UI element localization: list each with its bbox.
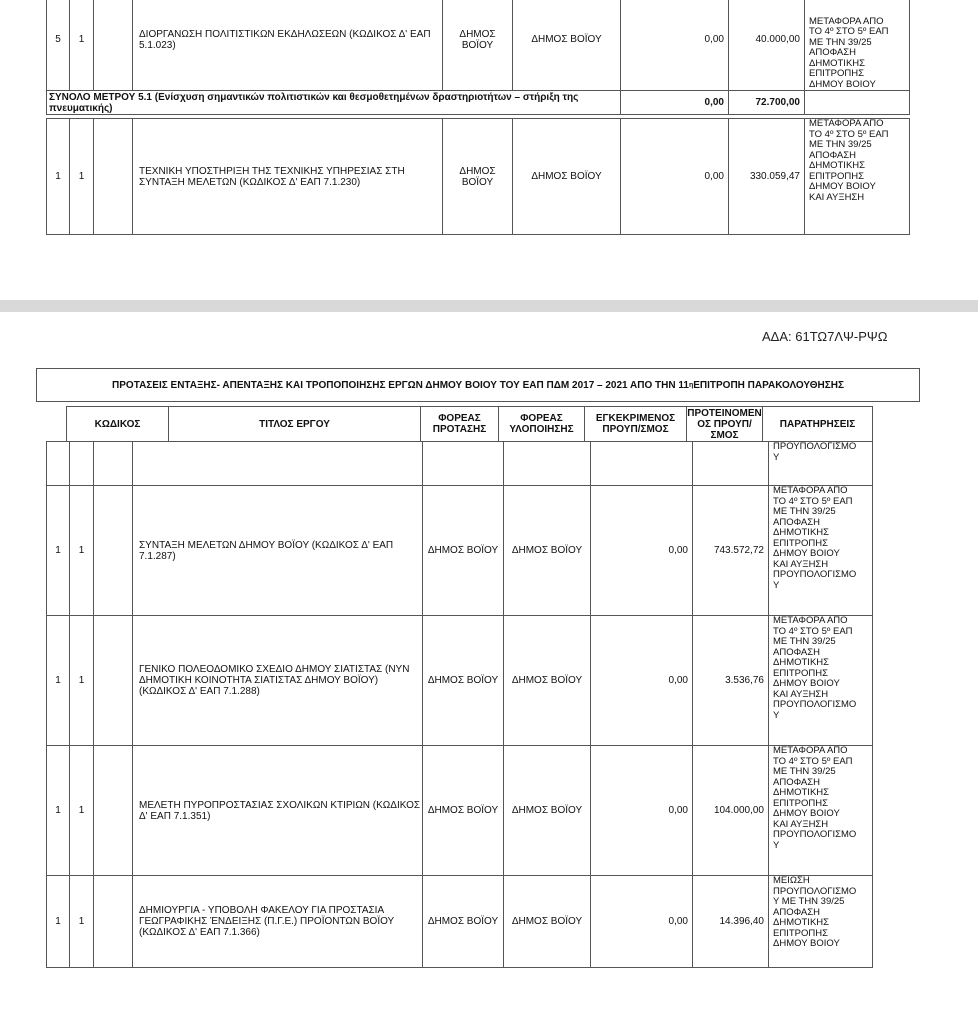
project-title: ΤΕΧΝΙΚΗ ΥΠΟΣΤΗΡΙΞΗ ΤΗΣ ΤΕΧΝΙΚΗΣ ΥΠΗΡΕΣΙΑΣ ΣΤΗ ΣΥΝΤΑΞΗ ΜΕΛΕΤΩΝ (ΚΩΔΙΚΟΣ Δ' ΕΑΠ 7.1.230)	[133, 119, 443, 235]
table-row	[47, 119, 910, 235]
table-row	[47, 746, 873, 876]
table-row	[47, 616, 873, 746]
implementer: ΔΗΜΟΣ ΒΟΪΟΥ	[504, 616, 591, 746]
proposer: ΔΗΜΟΣ ΒΟΪΟΥ	[443, 119, 513, 235]
proposer: ΔΗΜΟΣ ΒΟΪΟΥ	[443, 0, 513, 91]
header-title: ΤΙΤΛΟΣ ΕΡΓΟΥ	[169, 407, 421, 442]
document-title	[36, 368, 920, 402]
document-title-text: ΠΡΟΤΑΣΕΙΣ ΕΝΤΑΞΗΣ- ΑΠΕΝΤΑΞΗΣ ΚΑΙ ΤΡΟΠΟΠΟΙΗΣΗΣ ΕΡΓΩΝ ΔΗΜΟΥ ΒΟΙΟΥ ΤΟΥ ΕΑΠ ΠΔΜ 2017 – 2021 ΑΠΟ ΤΗΝ 11	[112, 379, 689, 391]
remarks-continued: ΠΡΟΥΠΟΛΟΓΙΣΜΟ Υ	[769, 442, 873, 486]
ada-code: ΑΔΑ: 61ΤΩ7ΛΨ-ΡΨΩ	[762, 329, 888, 344]
row-sub-number: 1	[70, 119, 94, 235]
proposer: ΔΗΜΟΣ ΒΟΪΟΥ	[423, 486, 504, 616]
header-row	[67, 407, 873, 442]
project-title: ΔΗΜΙΟΥΡΓΙΑ - ΥΠΟΒΟΛΗ ΦΑΚΕΛΟΥ ΓΙΑ ΠΡΟΣΤΑΣΙΑ ΓΕΩΓΡΑΦΙΚΗΣ ΈΝΔΕΙΞΗΣ (Π.Γ.Ε.) ΠΡΟΪΟΝΤΩΝ ΒΟΪΟΥ (ΚΩΔΙΚΟΣ Δ' ΕΑΠ 7.1.366)	[133, 876, 423, 968]
proposed-budget: 743.572,72	[693, 486, 769, 616]
row-sub-number: 1	[70, 746, 94, 876]
project-title: ΔΙΟΡΓΑΝΩΣΗ ΠΟΛΙΤΙΣΤΙΚΩΝ ΕΚΔΗΛΩΣΕΩΝ (ΚΩΔΙΚΟΣ Δ' ΕΑΠ 5.1.023)	[133, 0, 443, 91]
total-label: ΣΥΝΟΛΟ ΜΕΤΡΟΥ 5.1 (Ενίσχυση σημαντικών πολιτιστικών και θεσμοθετημένων δραστηριοτήτων – στήριξη της πνευματικής)	[47, 91, 621, 115]
header-proposer: ΦΟΡΕΑΣ ΠΡΟΤΑΣΗΣ	[421, 407, 499, 442]
header-approved: ΕΓΚΕΚΡΙΜΕΝΟΣ ΠΡΟΥΠ/ΣΜΟΣ	[585, 407, 687, 442]
proposer: ΔΗΜΟΣ ΒΟΪΟΥ	[423, 746, 504, 876]
total-proposed: 72.700,00	[729, 91, 805, 115]
row-number: 1	[47, 876, 70, 968]
header-implementer: ΦΟΡΕΑΣ ΥΛΟΠΟΙΗΣΗΣ	[499, 407, 585, 442]
row-number: 1	[47, 119, 70, 235]
row-number: 5	[47, 0, 70, 91]
approved-budget: 0,00	[591, 616, 693, 746]
approved-budget: 0,00	[591, 746, 693, 876]
proposer: ΔΗΜΟΣ ΒΟΪΟΥ	[423, 616, 504, 746]
ordinal-superscript: η	[688, 381, 694, 389]
proposed-budget: 40.000,00	[729, 0, 805, 91]
row-number: 1	[47, 746, 70, 876]
remarks: ΜΕΤΑΦΟΡΑ ΑΠΟ ΤΟ 4º ΣΤΟ 5º ΕΑΠ ΜΕ ΤΗΝ 39/25 ΑΠΟΦΑΣΗ ΔΗΜΟΤΙΚΗΣ ΕΠΙΤΡΟΠΗΣ ΔΗΜΟΥ ΒΟΙΟΥ ΚΑΙ ΑΥΞΗΣΗ ΠΡΟΥΠΟΛΟΓΙΣΜΟ Υ	[769, 746, 873, 876]
table-fragment-middle	[46, 118, 910, 235]
row-sub-number: 1	[70, 486, 94, 616]
project-title: ΜΕΛΕΤΗ ΠΥΡΟΠΡΟΣΤΑΣΙΑΣ ΣΧΟΛΙΚΩΝ ΚΤΙΡΙΩΝ (ΚΩΔΙΚΟΣ Δ' ΕΑΠ 7.1.351)	[133, 746, 423, 876]
remarks: ΜΕΤΑΦΟΡΑ ΑΠΟ ΤΟ 4º ΣΤΟ 5º ΕΑΠ ΜΕ ΤΗΝ 39/25 ΑΠΟΦΑΣΗ ΔΗΜΟΤΙΚΗΣ ΕΠΙΤΡΟΠΗΣ ΔΗΜΟΥ ΒΟΙΟΥ ΚΑΙ ΑΥΞΗΣΗ ΠΡΟΥΠΟΛΟΓΙΣΜΟ Υ	[769, 616, 873, 746]
row-sub-number: 1	[70, 616, 94, 746]
page-separator	[0, 300, 978, 312]
remarks: ΜΕΤΑΦΟΡΑ ΑΠΟ ΤΟ 4º ΣΤΟ 5º ΕΑΠ ΜΕ ΤΗΝ 39/25 ΑΠΟΦΑΣΗ ΔΗΜΟΤΙΚΗΣ ΕΠΙΤΡΟΠΗΣ ΔΗΜΟΥ ΒΟΙΟΥ ΚΑΙ ΑΥΞΗΣΗ	[805, 119, 910, 235]
projects-table	[46, 441, 873, 968]
remarks: ΜΕΙΩΣΗ ΠΡΟΥΠΟΛΟΓΙΣΜΟ Υ ΜΕ ΤΗΝ 39/25 ΑΠΟΦΑΣΗ ΔΗΜΟΤΙΚΗΣ ΕΠΙΤΡΟΠΗΣ ΔΗΜΟΥ ΒΟΙΟΥ	[769, 876, 873, 968]
table-row	[47, 486, 873, 616]
table-header	[66, 406, 873, 442]
row-number: 1	[47, 486, 70, 616]
implementer: ΔΗΜΟΣ ΒΟΪΟΥ	[513, 0, 621, 91]
header-proposed: ΠΡΟΤΕΙΝΟΜΕΝ ΟΣ ΠΡΟΥΠ/ΣΜΟΣ	[687, 407, 762, 441]
proposed-budget: 3.536,76	[693, 616, 769, 746]
proposer: ΔΗΜΟΣ ΒΟΪΟΥ	[423, 876, 504, 968]
continuation-row	[47, 442, 873, 486]
header-remarks: ΠΑΡΑΤΗΡΗΣΕΙΣ	[763, 407, 873, 442]
implementer: ΔΗΜΟΣ ΒΟΪΟΥ	[513, 119, 621, 235]
row-number: 1	[47, 616, 70, 746]
row-sub-number: 1	[70, 876, 94, 968]
project-title: ΓΕΝΙΚΟ ΠΟΛΕΟΔΟΜΙΚΟ ΣΧΕΔΙΟ ΔΗΜΟΥ ΣΙΑΤΙΣΤΑΣ (ΝΥΝ ΔΗΜΟΤΙΚΗ ΚΟΙΝΟΤΗΤΑ ΣΙΑΤΙΣΤΑΣ ΔΗΜΟΥ ΒΟΪΟΥ) (ΚΩΔΙΚΟΣ Δ' ΕΑΠ 7.1.288)	[133, 616, 423, 746]
row-sub-number: 1	[70, 0, 94, 91]
document-title-suffix: ΕΠΙΤΡΟΠΗ ΠΑΡΑΚΟΛΟΥΘΗΣΗΣ	[693, 379, 844, 391]
table-row	[47, 0, 910, 91]
remarks: ΜΕΤΑΦΟΡΑ ΑΠΟ ΤΟ 4º ΣΤΟ 5º ΕΑΠ ΜΕ ΤΗΝ 39/25 ΑΠΟΦΑΣΗ ΔΗΜΟΤΙΚΗΣ ΕΠΙΤΡΟΠΗΣ ΔΗΜΟΥ ΒΟΙΟΥ	[805, 0, 910, 91]
implementer: ΔΗΜΟΣ ΒΟΪΟΥ	[504, 876, 591, 968]
proposed-budget: 104.000,00	[693, 746, 769, 876]
table-row	[47, 876, 873, 968]
implementer: ΔΗΜΟΣ ΒΟΪΟΥ	[504, 746, 591, 876]
project-title: ΣΥΝΤΑΞΗ ΜΕΛΕΤΩΝ ΔΗΜΟΥ ΒΟΪΟΥ (ΚΩΔΙΚΟΣ Δ' ΕΑΠ 7.1.287)	[133, 486, 423, 616]
approved-budget: 0,00	[591, 486, 693, 616]
approved-budget: 0,00	[621, 119, 729, 235]
header-code: ΚΩΔΙΚΟΣ	[67, 407, 169, 442]
approved-budget: 0,00	[591, 876, 693, 968]
remarks: ΜΕΤΑΦΟΡΑ ΑΠΟ ΤΟ 4º ΣΤΟ 5º ΕΑΠ ΜΕ ΤΗΝ 39/25 ΑΠΟΦΑΣΗ ΔΗΜΟΤΙΚΗΣ ΕΠΙΤΡΟΠΗΣ ΔΗΜΟΥ ΒΟΙΟΥ ΚΑΙ ΑΥΞΗΣΗ ΠΡΟΥΠΟΛΟΓΙΣΜΟ Υ	[769, 486, 873, 616]
approved-budget: 0,00	[621, 0, 729, 91]
table-fragment-top	[46, 0, 910, 115]
implementer: ΔΗΜΟΣ ΒΟΪΟΥ	[504, 486, 591, 616]
proposed-budget: 330.059,47	[729, 119, 805, 235]
proposed-budget: 14.396,40	[693, 876, 769, 968]
total-approved: 0,00	[621, 91, 729, 115]
total-row	[47, 91, 910, 115]
